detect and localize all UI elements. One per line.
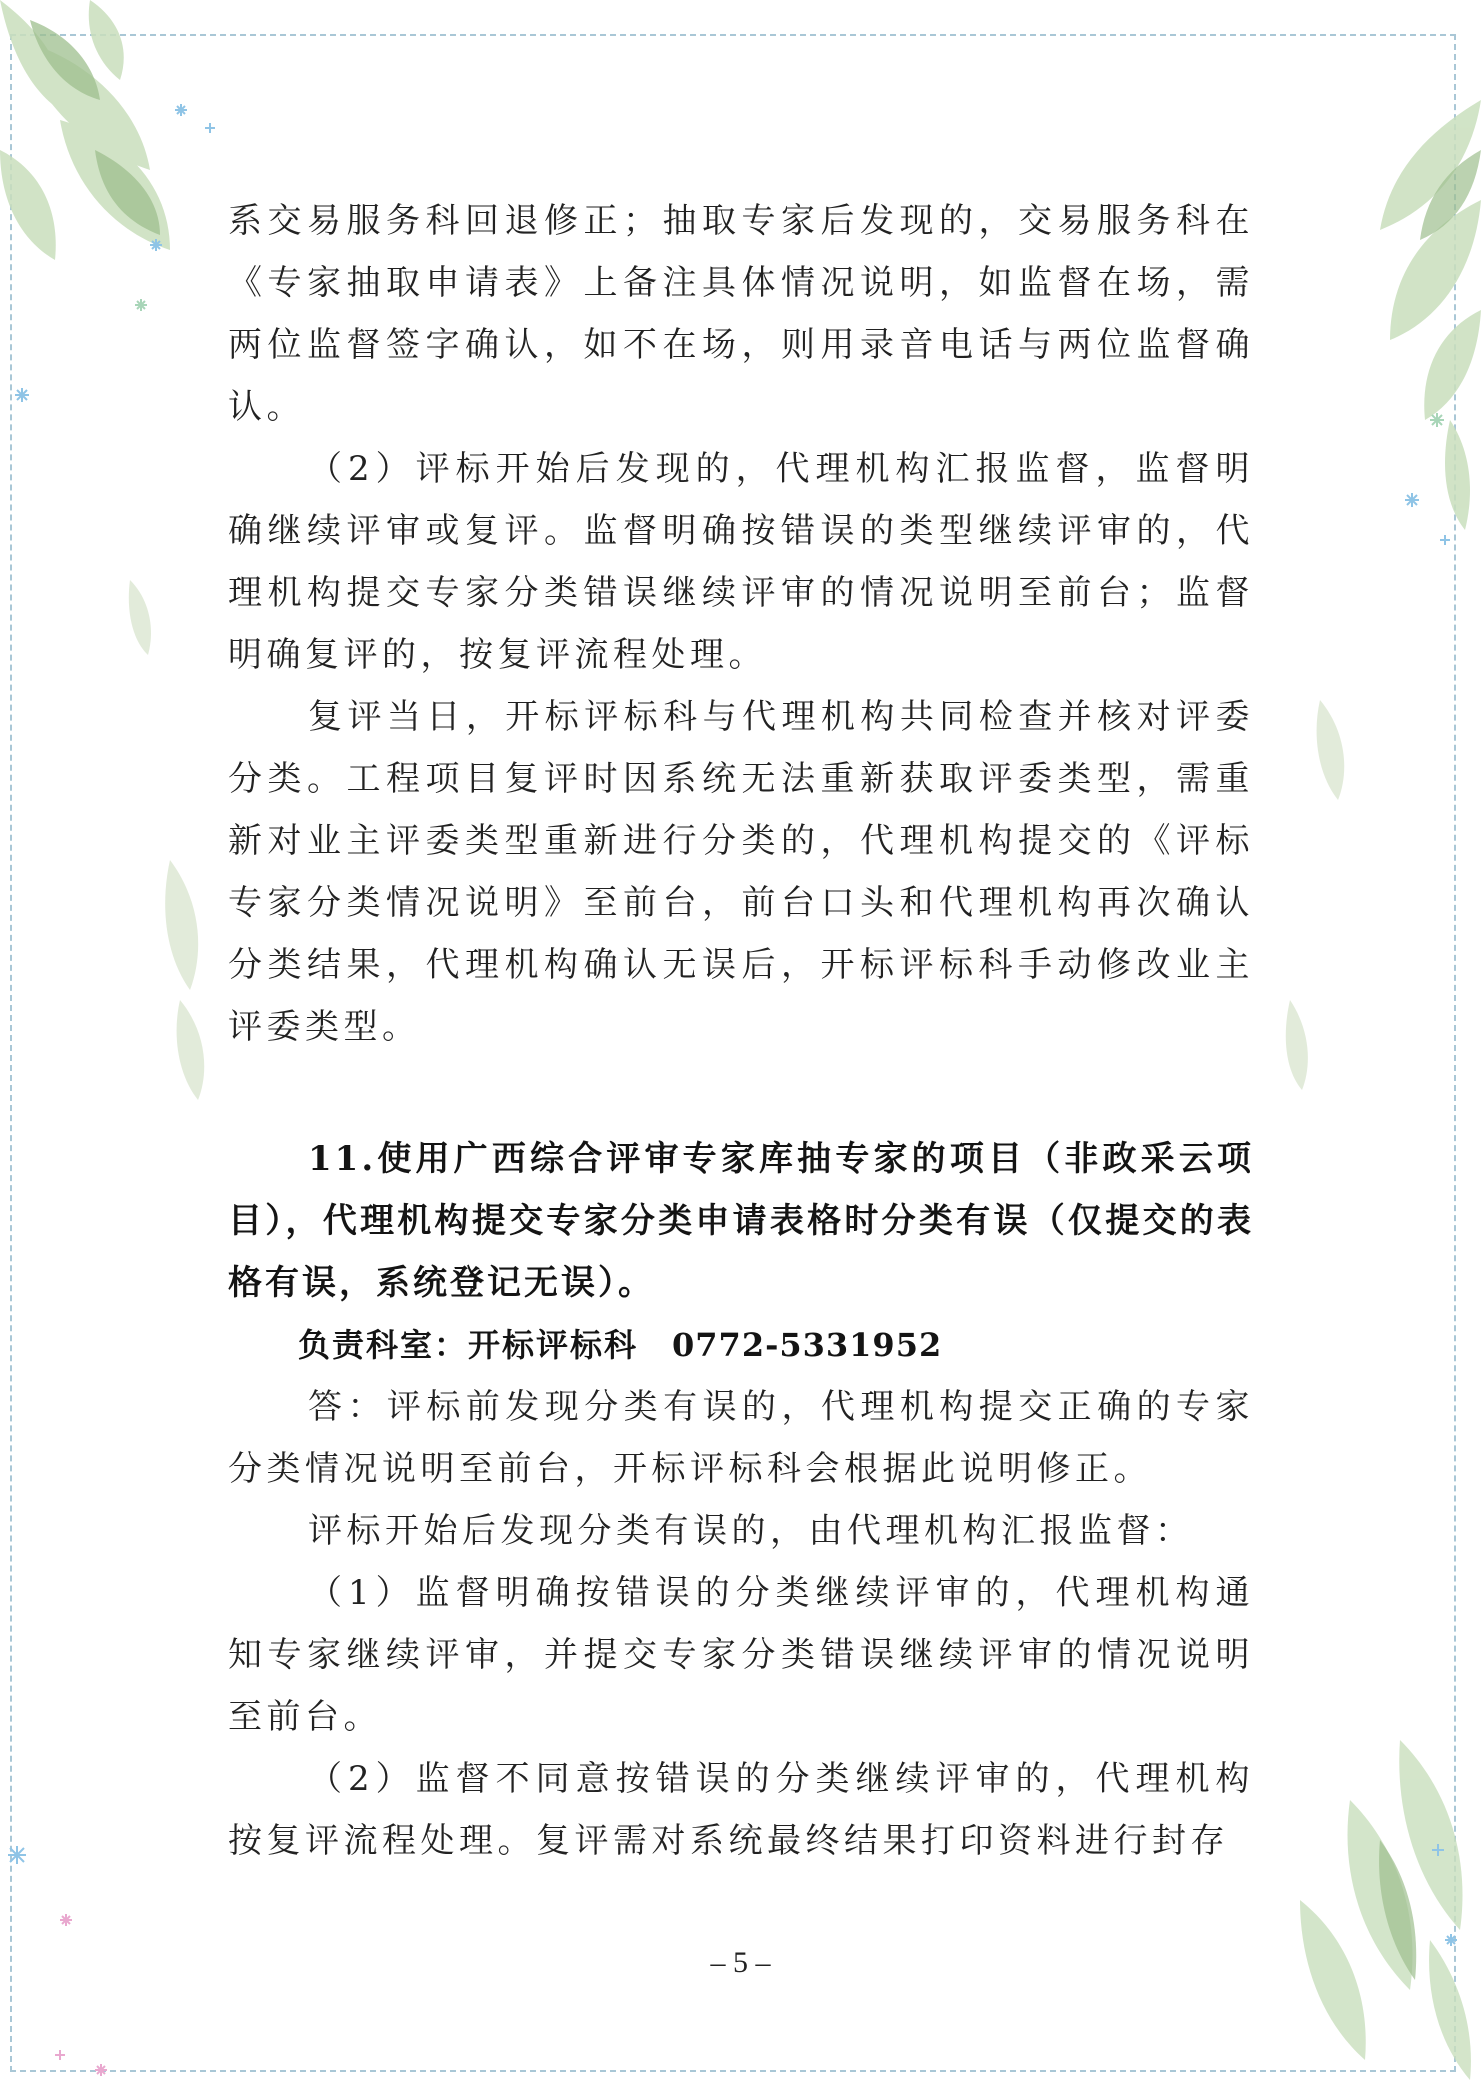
paragraph: （2）评标开始后发现的，代理机构汇报监督，监督明确继续评审或复评。监督明确按错误的类型继续评审的，代理机构提交专家分类错误继续评审的情况说明至前台；监督明确复评的，按复评流程处理。 bbox=[228, 449, 1254, 675]
paragraph: （1）监督明确按错误的分类继续评审的，代理机构通知专家继续评审，并提交专家分类错误继续评审的情况说明至前台。 bbox=[228, 1573, 1254, 1737]
department-label: 负责科室：开标评标科 bbox=[298, 1326, 639, 1364]
paragraph: 答：评标前发现分类有误的，代理机构提交正确的专家分类情况说明至前台，开标评标科会根据此说明修正。 bbox=[228, 1387, 1254, 1489]
section-heading: 11.使用广西综合评审专家库抽专家的项目（非政采云项目），代理机构提交专家分类申请表格时分类有误（仅提交的表格有误，系统登记无误）。 bbox=[228, 1139, 1254, 1303]
responsible-department bbox=[228, 1314, 1254, 1376]
document-body bbox=[228, 190, 1254, 1872]
paragraph: 评标开始后发现分类有误的，由代理机构汇报监督： bbox=[308, 1511, 1194, 1551]
paragraph: （2）监督不同意按错误的分类继续评审的，代理机构按复评流程处理。复评需对系统最终结果打印资料进行封存 bbox=[228, 1759, 1254, 1861]
department-phone: 0772-5331952 bbox=[672, 1326, 943, 1364]
page-number: – 5 – bbox=[710, 1946, 771, 1979]
paragraph: 系交易服务科回退修正；抽取专家后发现的，交易服务科在《专家抽取申请表》上备注具体情况说明，如监督在场，需两位监督签字确认，如不在场，则用录音电话与两位监督确认。 bbox=[228, 201, 1254, 427]
paragraph: 复评当日，开标评标科与代理机构共同检查并核对评委分类。工程项目复评时因系统无法重新获取评委类型，需重新对业主评委类型重新进行分类的，代理机构提交的《评标专家分类情况说明》至前台，前台口头和代理机构再次确认分类结果，代理机构确认无误后，开标评标科手动修改业主评委类型。 bbox=[228, 697, 1254, 1047]
